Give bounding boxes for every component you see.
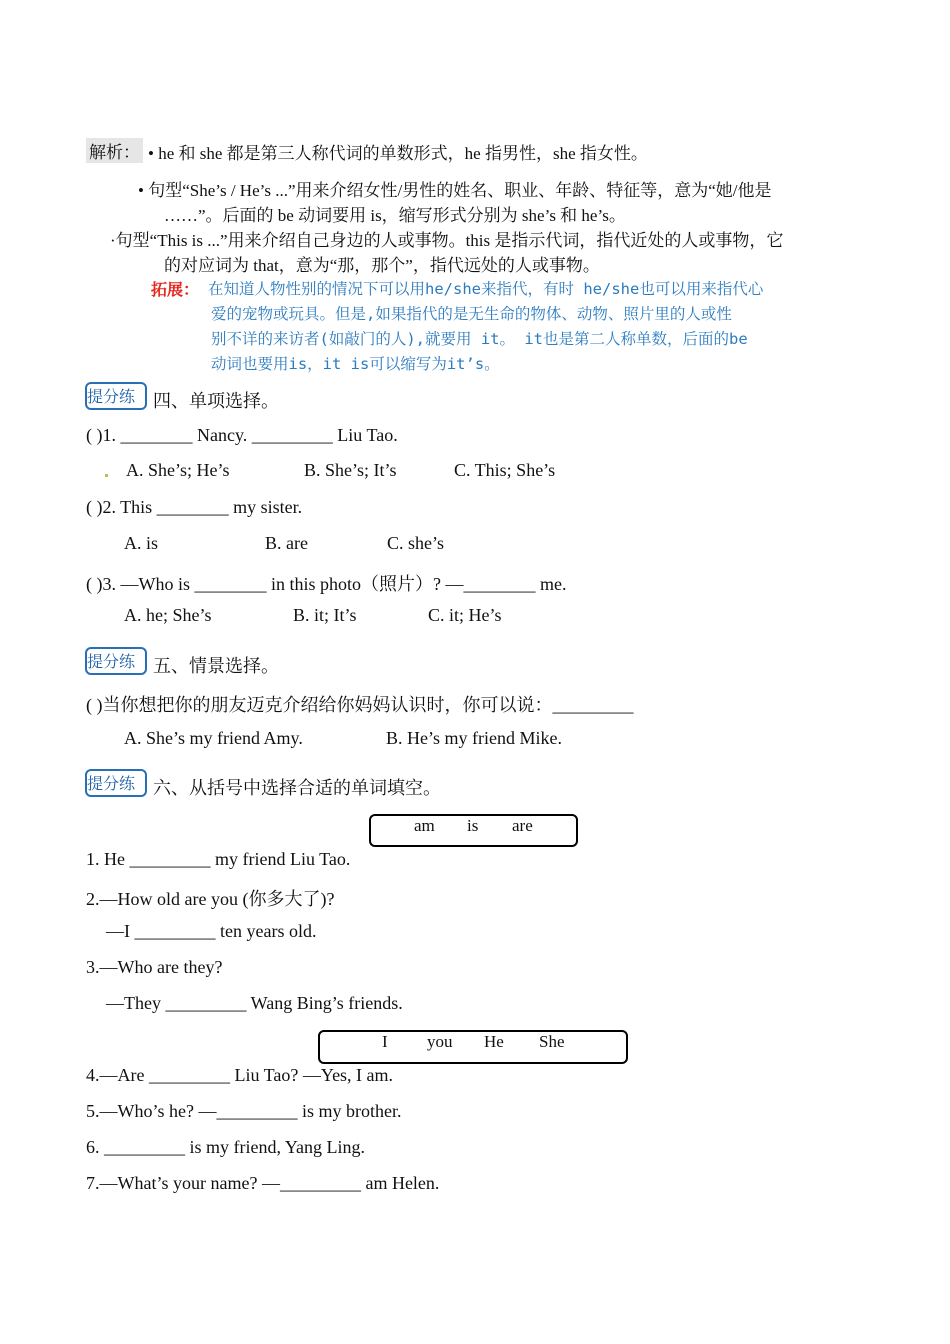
extension-line-1: 在知道人物性别的情况下可以用he/she来指代，有时 he/she也可以用来指代心 xyxy=(208,280,764,298)
analysis-bullet-2-line-1: • 句型“She’s / He’s ...”用来介绍女性/男性的姓名、职业、年龄、特征等，意为“她/他是 xyxy=(138,181,772,200)
extension-line-4: 动词也要用is，it is可以缩写为it’s。 xyxy=(211,355,500,373)
word-bank-word: She xyxy=(539,1032,565,1051)
q1-option-a: A. She’s; He’s xyxy=(126,460,230,480)
word-bank-word: am xyxy=(414,816,435,835)
practice-badge xyxy=(85,647,147,675)
section-4-title: 四、单项选择。 xyxy=(153,391,279,412)
situation-option-b: B. He’s my friend Mike. xyxy=(386,728,562,748)
situation-option-a: A. She’s my friend Amy. xyxy=(124,728,303,748)
extension-line-2: 爱的宠物或玩具。但是,如果指代的是无生命的物体、动物、照片里的人或性 xyxy=(211,305,732,323)
q3-option-b: B. it; It’s xyxy=(293,605,357,625)
word-bank-word: He xyxy=(484,1032,504,1051)
question-2: ( )2. This ________ my sister. xyxy=(86,497,303,517)
fill-question-7: 7.—What’s your name? —_________ am Helen. xyxy=(86,1173,440,1193)
section-6-title: 六、从括号中选择合适的单词填空。 xyxy=(153,778,441,799)
q1-option-b: B. She’s; It’s xyxy=(304,460,397,480)
word-bank-box-1 xyxy=(369,814,578,847)
word-bank-word: are xyxy=(512,816,533,835)
decoration-dot xyxy=(105,474,108,477)
q3-option-a: A. he; She’s xyxy=(124,605,212,625)
practice-badge xyxy=(85,769,147,797)
question-1: ( )1. ________ Nancy. _________ Liu Tao. xyxy=(86,425,398,445)
practice-badge xyxy=(85,382,147,410)
q3-option-c: C. it; He’s xyxy=(428,605,502,625)
q2-option-c: C. she’s xyxy=(387,533,445,553)
fill-question-5: 5.—Who’s he? —_________ is my brother. xyxy=(86,1101,402,1121)
practice-badge-label: 提分练 xyxy=(87,774,136,793)
fill-question-3-line-2: —They _________ Wang Bing’s friends. xyxy=(106,993,403,1013)
extension-line-3: 别不详的来访者(如敲门的人),就要用 it。 it也是第二人称单数，后面的be xyxy=(211,330,748,348)
word-bank-word: you xyxy=(427,1032,453,1051)
situation-question: ( )当你想把你的朋友迈克介绍给你妈妈认识时，你可以说：_________ xyxy=(86,695,634,715)
fill-question-1: 1. He _________ my friend Liu Tao. xyxy=(86,849,351,869)
fill-question-3-line-1: 3.—Who are they? xyxy=(86,957,223,977)
word-bank-box-2 xyxy=(318,1030,628,1064)
analysis-bullet-3-line-1: ·句型“This is ...”用来介绍自己身边的人或事物。this 是指示代词，指代近处的人或事物，它 xyxy=(110,231,784,250)
analysis-bullet-1: • he 和 she 都是第三人称代词的单数形式，he 指男性，she 指女性。 xyxy=(148,144,648,163)
word-bank-word: is xyxy=(467,816,479,835)
analysis-bullet-3-line-2: 的对应词为 that，意为“那，那个”，指代远处的人或事物。 xyxy=(164,256,600,275)
word-bank-word: I xyxy=(382,1032,388,1051)
section-5-title: 五、情景选择。 xyxy=(153,656,279,677)
fill-question-4: 4.—Are _________ Liu Tao? —Yes, I am. xyxy=(86,1065,394,1085)
q1-option-c: C. This; She’s xyxy=(454,460,556,480)
fill-question-2-line-1: 2.—How old are you (你多大了)? xyxy=(86,889,335,909)
q2-option-b: B. are xyxy=(265,533,308,553)
practice-badge-label: 提分练 xyxy=(87,387,136,406)
fill-question-2-line-2: —I _________ ten years old. xyxy=(106,921,317,941)
question-3: ( )3. —Who is ________ in this photo（照片）? —________ me. xyxy=(86,574,567,594)
q2-option-a: A. is xyxy=(124,533,159,553)
practice-badge-label: 提分练 xyxy=(87,652,136,671)
extension-label: 拓展： xyxy=(151,280,200,299)
analysis-label: 解析： xyxy=(86,138,143,163)
analysis-bullet-2-line-2: ……”。后面的 be 动词要用 is，缩写形式分别为 she’s 和 he’s。 xyxy=(164,206,626,225)
fill-question-6: 6. _________ is my friend, Yang Ling. xyxy=(86,1137,365,1157)
